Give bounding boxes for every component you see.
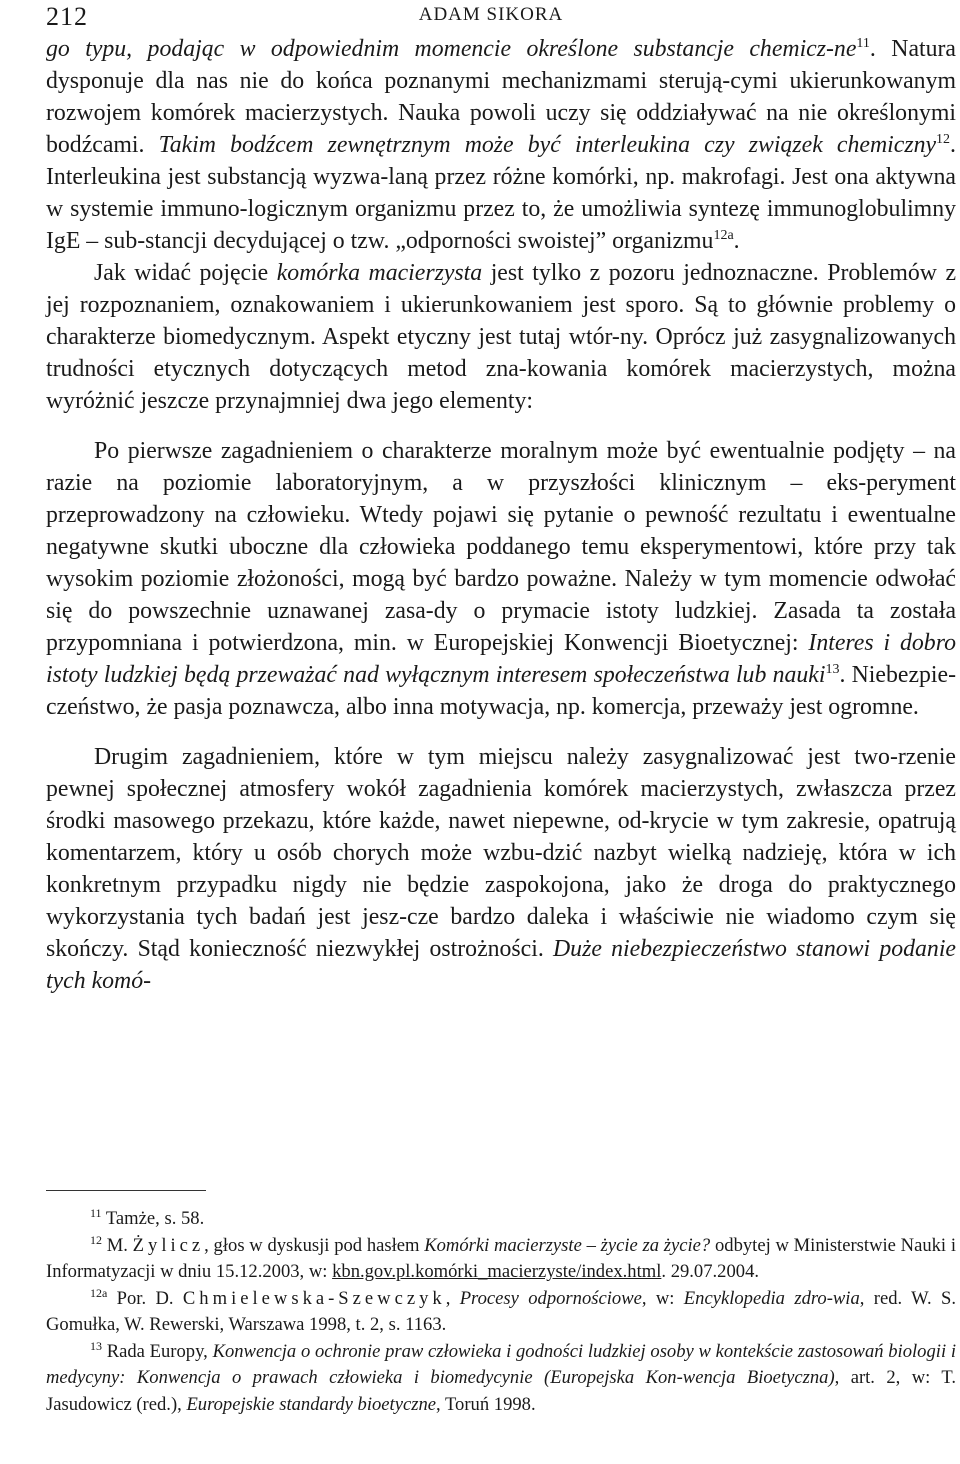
footnote-ref-12a: 12a — [713, 228, 734, 243]
footnote-11-number: 11 — [90, 1206, 102, 1220]
p2-text-1: Jak widać pojęcie — [94, 260, 277, 286]
paragraph-1 — [46, 33, 956, 257]
footnote-ref-11: 11 — [856, 36, 870, 51]
footnote-12a-source: Encyklopedia zdro-wia — [683, 1287, 860, 1309]
paragraph-4 — [46, 741, 956, 997]
footnote-13-title: Konwencja o ochronie praw człowieka i godności ludzkiej osoby w kontekście zastosowań biologii i medycyny: Konwencja o prawach człowieka i biomedycynie (Europejska Kon-wencja Bioetyczna) — [46, 1340, 956, 1388]
p4-text-1: Drugim zagadnieniem, które w tym miejscu należy zasygnalizować jest two-rzenie pewnej społecznej atmosfery wokół zagadnienia komórek macierzystych, zwłaszcza przez środki masowego przekazu, które każde, nawet niepewne, od-krycie w tym zakresie, opatrują komentarzem, który u osób chorych może wzbu-dzić nazbyt wielką nadzieję, która w ich konkretnym przypadku nigdy nie będzie zaspokojona, jako że droga do praktycznego wykorzystania tych badań jest jesz-cze bardzo daleka i właściwie nie wiadomo czym się skończy. Stąd konieczność niezwykłej ostrożności. — [46, 744, 956, 962]
footnote-12a-title: Procesy odpornościowe — [459, 1287, 642, 1309]
footnote-12-text-4: . 29.07.2004. — [661, 1261, 760, 1282]
footnote-12 — [46, 1233, 956, 1286]
footnote-12a-text-4: , red. W. S. Gomułka, W. Rewerski, Warszawa 1998, t. 2, s. 1163. — [46, 1287, 956, 1335]
footnote-ref-12: 12 — [936, 132, 951, 147]
p1-text-3: . — [733, 228, 740, 254]
footnote-12-number: 12 — [90, 1232, 102, 1247]
footnote-12a-text-2: , — [445, 1287, 460, 1309]
p3-text-1: Po pierwsze zagadnieniem o charakterze moralnym może być ewentualnie podjęty – na razie na poziomie laboratoryjnym, a w przyszłości klinicznym – eks-peryment przeprowadzony na człowieku. Wtedy pojawi się pytanie o pewność rezultatu i ewentualne negatywne skutki uboczne dla człowieka poddanego temu eksperymentowi, które przy tak wysokim poziomie złożoności, mogą być bardzo poważne. Należy w tym momencie odwołać się do powszechnie uznawanej zasa-dy o prymacie istoty ludzkiej. Zasada ta została przypomniana i potwierdzona, min. w Europejskiej Konwencji Bioetycznej: — [46, 438, 956, 656]
p1-italic-1: go typu, podając w odpowiednim momencie określone substancje chemicz-ne — [46, 36, 857, 62]
footnote-12-text-3: odbytej w Ministerstwie Nauki i Informatyzacji w dniu 15.12.2003, w: — [46, 1234, 956, 1282]
p3-italic-1: Interes i dobro istoty ludzkiej będą przeważać nad wyłącznym interesem społeczeństwa lub nauki — [46, 630, 956, 688]
p3-text-2: . Niebezpie-czeństwo, że pasja poznawcza, albo inna motywacja, np. komercja, przeważy jest ogromne. — [46, 662, 956, 720]
footnote-13-text-2: , art. 2, w: T. Jasudowicz (red.), — [46, 1367, 956, 1415]
p2-text-2: jest tylko z pozoru jednoznaczne. Problemów z jej rozpoznaniem, oznakowaniem i ukierunkowaniem jest sporo. Są to głównie problemy o charakterze biomedycznym. Aspekt etyczny jest tutaj wtór-ny. Oprócz już zasygnalizowanych trudności etycznych dotyczących metod zna-kowania komórek macierzystych, można wyróżnić jeszcze przynajmniej dwa jego elementy: — [46, 260, 957, 414]
running-head-author: ADAM SIKORA — [418, 4, 564, 25]
footnote-12a-author: Chmielewska-Szewczyk — [182, 1287, 446, 1309]
footnote-13 — [46, 1339, 956, 1419]
footnote-12a-number: 12a — [90, 1285, 108, 1300]
p1-text-1: . Natura dysponuje dla nas nie do końca poznanymi mechanizmami sterują-cymi ukierunkowanym rozwojem komórek macierzystych. Nauka powoli uczy się oddziaływać na nie określonymi bodźcami. — [46, 36, 956, 158]
footnote-11-text: Tamże, s. 58. — [101, 1208, 205, 1229]
page-header — [46, 0, 936, 30]
page-number: 212 — [46, 2, 88, 31]
footnote-12a-text-3: , w: — [641, 1287, 684, 1309]
paragraph-3 — [46, 435, 956, 723]
footnote-separator — [46, 1190, 206, 1191]
p1-text-2: . Interleukina jest substancją wyzwa-laną przez różne komórki, np. makrofagi. Jest ona aktywna w systemie immuno-logicznym organizmu przez to, że umożliwia syntezę immunoglobulimny IgE – sub-stancji decydującej o tzw. „odporności swoistej” organizmu — [46, 132, 956, 254]
p1-italic-2: Takim bodźcem zewnętrznym może być interleukina czy związek chemiczny — [158, 132, 937, 158]
footnote-12-text-2: , głos w dyskusji pod hasłem — [204, 1234, 425, 1256]
footnote-13-number: 13 — [90, 1338, 102, 1353]
footnote-13-text-1: Rada Europy, — [102, 1340, 213, 1362]
footnote-13-source: Europejskie standardy bioetyczne — [186, 1393, 437, 1415]
body-text — [46, 33, 956, 997]
footnote-12a — [46, 1286, 956, 1339]
footnote-12-text-1: M. — [102, 1234, 133, 1256]
footnote-12-link[interactable]: kbn.gov.pl.komórki_macierzyste/index.html — [332, 1261, 662, 1282]
footnote-13-text-3: , Toruń 1998. — [436, 1393, 536, 1415]
footnote-12a-text-1: Por. D. — [107, 1287, 183, 1309]
footnote-ref-13: 13 — [825, 662, 840, 677]
footnotes — [46, 1206, 956, 1418]
footnote-12-title: Komórki macierzyste – życie za życie? — [424, 1234, 711, 1256]
footnote-12-author: Żylicz — [132, 1234, 205, 1256]
paragraph-2 — [46, 257, 956, 417]
footnote-11 — [46, 1206, 956, 1233]
p2-italic-1: komórka macierzysta — [276, 260, 483, 286]
p4-italic-1: Duże niebezpieczeństwo stanowi podanie tych komó- — [46, 936, 956, 994]
